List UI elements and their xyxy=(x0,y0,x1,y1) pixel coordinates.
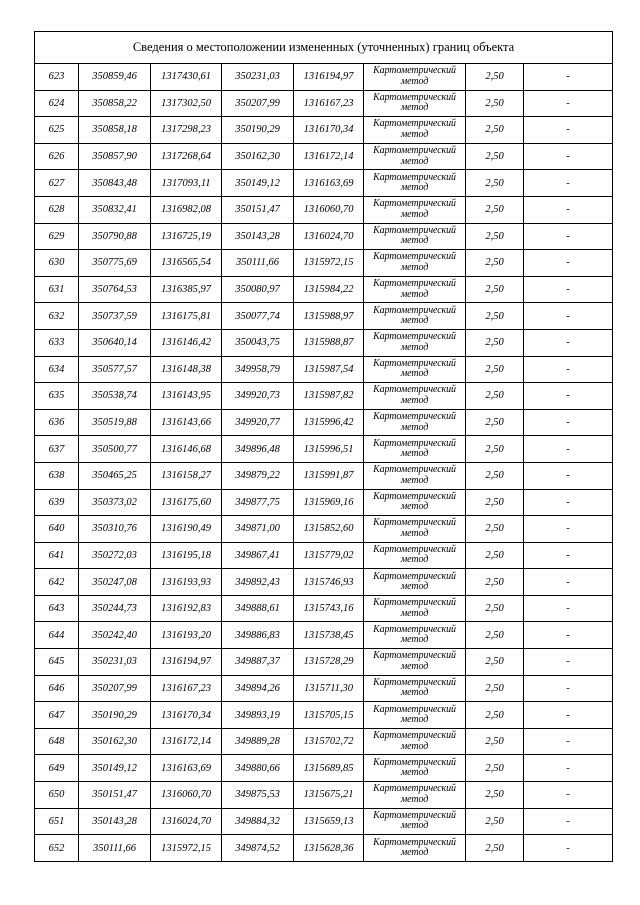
point-number-cell: 638 xyxy=(35,462,79,489)
point-number-cell: 637 xyxy=(35,436,79,463)
note-cell: - xyxy=(524,90,613,117)
method-cell: Картометрический метод xyxy=(364,356,466,383)
existing-x-cell: 350538,74 xyxy=(79,383,151,410)
table-title-row xyxy=(35,32,613,64)
accuracy-cell: 2,50 xyxy=(466,622,524,649)
existing-x-cell: 350640,14 xyxy=(79,329,151,356)
method-cell: Картометрический метод xyxy=(364,675,466,702)
existing-x-cell: 350775,69 xyxy=(79,250,151,277)
existing-y-cell: 1317302,50 xyxy=(151,90,222,117)
note-cell: - xyxy=(524,303,613,330)
method-cell: Картометрический метод xyxy=(364,117,466,144)
accuracy-cell: 2,50 xyxy=(466,728,524,755)
accuracy-cell: 2,50 xyxy=(466,782,524,809)
new-x-cell: 349880,66 xyxy=(222,755,294,782)
table-title: Сведения о местоположении измененных (уточненных) границ объекта xyxy=(35,32,613,64)
existing-x-cell: 350162,30 xyxy=(79,728,151,755)
table-row xyxy=(35,117,613,144)
accuracy-cell: 2,50 xyxy=(466,329,524,356)
note-cell: - xyxy=(524,383,613,410)
existing-y-cell: 1316565,54 xyxy=(151,250,222,277)
note-cell: - xyxy=(524,276,613,303)
new-y-cell: 1315972,15 xyxy=(294,250,364,277)
existing-x-cell: 350272,03 xyxy=(79,542,151,569)
point-number-cell: 625 xyxy=(35,117,79,144)
note-cell: - xyxy=(524,675,613,702)
method-cell: Картометрический метод xyxy=(364,170,466,197)
new-y-cell: 1316167,23 xyxy=(294,90,364,117)
point-number-cell: 629 xyxy=(35,223,79,250)
accuracy-cell: 2,50 xyxy=(466,595,524,622)
existing-y-cell: 1316170,34 xyxy=(151,702,222,729)
note-cell: - xyxy=(524,329,613,356)
new-y-cell: 1315988,87 xyxy=(294,329,364,356)
accuracy-cell: 2,50 xyxy=(466,170,524,197)
existing-x-cell: 350859,46 xyxy=(79,64,151,91)
table-row xyxy=(35,409,613,436)
point-number-cell: 631 xyxy=(35,276,79,303)
existing-x-cell: 350465,25 xyxy=(79,462,151,489)
note-cell: - xyxy=(524,728,613,755)
note-cell: - xyxy=(524,542,613,569)
existing-x-cell: 350244,73 xyxy=(79,595,151,622)
new-y-cell: 1315988,97 xyxy=(294,303,364,330)
note-cell: - xyxy=(524,649,613,676)
accuracy-cell: 2,50 xyxy=(466,835,524,862)
existing-x-cell: 350737,59 xyxy=(79,303,151,330)
accuracy-cell: 2,50 xyxy=(466,569,524,596)
table-row xyxy=(35,223,613,250)
existing-y-cell: 1316175,60 xyxy=(151,489,222,516)
note-cell: - xyxy=(524,196,613,223)
method-cell: Картометрический метод xyxy=(364,489,466,516)
existing-x-cell: 350764,53 xyxy=(79,276,151,303)
note-cell: - xyxy=(524,595,613,622)
new-x-cell: 350149,12 xyxy=(222,170,294,197)
new-x-cell: 349877,75 xyxy=(222,489,294,516)
point-number-cell: 652 xyxy=(35,835,79,862)
note-cell: - xyxy=(524,516,613,543)
new-x-cell: 350190,29 xyxy=(222,117,294,144)
point-number-cell: 627 xyxy=(35,170,79,197)
new-y-cell: 1315702,72 xyxy=(294,728,364,755)
new-y-cell: 1315659,13 xyxy=(294,808,364,835)
existing-y-cell: 1317298,23 xyxy=(151,117,222,144)
new-y-cell: 1315728,29 xyxy=(294,649,364,676)
new-y-cell: 1315996,51 xyxy=(294,436,364,463)
new-y-cell: 1315987,82 xyxy=(294,383,364,410)
coordinates-table xyxy=(34,31,613,862)
existing-x-cell: 350832,41 xyxy=(79,196,151,223)
existing-y-cell: 1316193,20 xyxy=(151,622,222,649)
new-x-cell: 350143,28 xyxy=(222,223,294,250)
table-row xyxy=(35,808,613,835)
table-row xyxy=(35,356,613,383)
existing-y-cell: 1316195,18 xyxy=(151,542,222,569)
existing-y-cell: 1316982,08 xyxy=(151,196,222,223)
table-row xyxy=(35,329,613,356)
new-x-cell: 349892,43 xyxy=(222,569,294,596)
table-row xyxy=(35,755,613,782)
point-number-cell: 649 xyxy=(35,755,79,782)
table-row xyxy=(35,675,613,702)
method-cell: Картометрический метод xyxy=(364,622,466,649)
new-x-cell: 350080,97 xyxy=(222,276,294,303)
note-cell: - xyxy=(524,117,613,144)
new-x-cell: 349920,73 xyxy=(222,383,294,410)
existing-x-cell: 350151,47 xyxy=(79,782,151,809)
existing-y-cell: 1316190,49 xyxy=(151,516,222,543)
existing-y-cell: 1316725,19 xyxy=(151,223,222,250)
new-y-cell: 1315689,85 xyxy=(294,755,364,782)
method-cell: Картометрический метод xyxy=(364,595,466,622)
note-cell: - xyxy=(524,64,613,91)
existing-y-cell: 1316192,83 xyxy=(151,595,222,622)
new-y-cell: 1315779,02 xyxy=(294,542,364,569)
new-x-cell: 349874,52 xyxy=(222,835,294,862)
note-cell: - xyxy=(524,782,613,809)
accuracy-cell: 2,50 xyxy=(466,250,524,277)
new-y-cell: 1315984,22 xyxy=(294,276,364,303)
accuracy-cell: 2,50 xyxy=(466,808,524,835)
existing-y-cell: 1316143,66 xyxy=(151,409,222,436)
method-cell: Картометрический метод xyxy=(364,409,466,436)
method-cell: Картометрический метод xyxy=(364,90,466,117)
note-cell: - xyxy=(524,223,613,250)
method-cell: Картометрический метод xyxy=(364,462,466,489)
new-x-cell: 350111,66 xyxy=(222,250,294,277)
point-number-cell: 650 xyxy=(35,782,79,809)
point-number-cell: 635 xyxy=(35,383,79,410)
point-number-cell: 651 xyxy=(35,808,79,835)
new-x-cell: 349886,83 xyxy=(222,622,294,649)
note-cell: - xyxy=(524,436,613,463)
existing-y-cell: 1316146,42 xyxy=(151,329,222,356)
accuracy-cell: 2,50 xyxy=(466,516,524,543)
table-row xyxy=(35,542,613,569)
new-x-cell: 349896,48 xyxy=(222,436,294,463)
method-cell: Картометрический метод xyxy=(364,383,466,410)
table-row xyxy=(35,622,613,649)
existing-x-cell: 350858,18 xyxy=(79,117,151,144)
existing-x-cell: 350190,29 xyxy=(79,702,151,729)
existing-x-cell: 350577,57 xyxy=(79,356,151,383)
new-y-cell: 1316163,69 xyxy=(294,170,364,197)
point-number-cell: 624 xyxy=(35,90,79,117)
method-cell: Картометрический метод xyxy=(364,728,466,755)
accuracy-cell: 2,50 xyxy=(466,702,524,729)
accuracy-cell: 2,50 xyxy=(466,649,524,676)
method-cell: Картометрический метод xyxy=(364,196,466,223)
point-number-cell: 634 xyxy=(35,356,79,383)
method-cell: Картометрический метод xyxy=(364,276,466,303)
accuracy-cell: 2,50 xyxy=(466,755,524,782)
point-number-cell: 646 xyxy=(35,675,79,702)
point-number-cell: 647 xyxy=(35,702,79,729)
method-cell: Картометрический метод xyxy=(364,329,466,356)
new-y-cell: 1315738,45 xyxy=(294,622,364,649)
note-cell: - xyxy=(524,835,613,862)
note-cell: - xyxy=(524,569,613,596)
existing-y-cell: 1315972,15 xyxy=(151,835,222,862)
new-x-cell: 349867,41 xyxy=(222,542,294,569)
accuracy-cell: 2,50 xyxy=(466,276,524,303)
existing-x-cell: 350207,99 xyxy=(79,675,151,702)
table-row xyxy=(35,489,613,516)
new-x-cell: 350043,75 xyxy=(222,329,294,356)
method-cell: Картометрический метод xyxy=(364,303,466,330)
accuracy-cell: 2,50 xyxy=(466,356,524,383)
existing-y-cell: 1317430,61 xyxy=(151,64,222,91)
table-row xyxy=(35,649,613,676)
new-x-cell: 350231,03 xyxy=(222,64,294,91)
table-row xyxy=(35,462,613,489)
existing-x-cell: 350310,76 xyxy=(79,516,151,543)
method-cell: Картометрический метод xyxy=(364,436,466,463)
table-body xyxy=(35,32,613,862)
table-row xyxy=(35,516,613,543)
table-row xyxy=(35,436,613,463)
new-x-cell: 349879,22 xyxy=(222,462,294,489)
existing-x-cell: 350500,77 xyxy=(79,436,151,463)
existing-x-cell: 350111,66 xyxy=(79,835,151,862)
method-cell: Картометрический метод xyxy=(364,782,466,809)
existing-y-cell: 1316158,27 xyxy=(151,462,222,489)
point-number-cell: 628 xyxy=(35,196,79,223)
point-number-cell: 626 xyxy=(35,143,79,170)
table-row xyxy=(35,276,613,303)
table-row xyxy=(35,64,613,91)
method-cell: Картометрический метод xyxy=(364,808,466,835)
point-number-cell: 632 xyxy=(35,303,79,330)
new-x-cell: 349958,79 xyxy=(222,356,294,383)
note-cell: - xyxy=(524,489,613,516)
new-y-cell: 1315711,30 xyxy=(294,675,364,702)
note-cell: - xyxy=(524,143,613,170)
accuracy-cell: 2,50 xyxy=(466,462,524,489)
new-x-cell: 349888,61 xyxy=(222,595,294,622)
new-y-cell: 1315991,87 xyxy=(294,462,364,489)
method-cell: Картометрический метод xyxy=(364,542,466,569)
point-number-cell: 630 xyxy=(35,250,79,277)
new-x-cell: 349893,19 xyxy=(222,702,294,729)
existing-x-cell: 350857,90 xyxy=(79,143,151,170)
accuracy-cell: 2,50 xyxy=(466,675,524,702)
existing-y-cell: 1316172,14 xyxy=(151,728,222,755)
new-y-cell: 1315987,54 xyxy=(294,356,364,383)
table-row xyxy=(35,383,613,410)
new-y-cell: 1316194,97 xyxy=(294,64,364,91)
point-number-cell: 640 xyxy=(35,516,79,543)
accuracy-cell: 2,50 xyxy=(466,303,524,330)
existing-x-cell: 350373,02 xyxy=(79,489,151,516)
new-x-cell: 349887,37 xyxy=(222,649,294,676)
new-y-cell: 1315743,16 xyxy=(294,595,364,622)
new-y-cell: 1316172,14 xyxy=(294,143,364,170)
method-cell: Картометрический метод xyxy=(364,143,466,170)
point-number-cell: 644 xyxy=(35,622,79,649)
note-cell: - xyxy=(524,755,613,782)
new-y-cell: 1315675,21 xyxy=(294,782,364,809)
new-y-cell: 1315705,15 xyxy=(294,702,364,729)
existing-x-cell: 350143,28 xyxy=(79,808,151,835)
table-row xyxy=(35,702,613,729)
new-x-cell: 349875,53 xyxy=(222,782,294,809)
existing-y-cell: 1316143,95 xyxy=(151,383,222,410)
table-row xyxy=(35,170,613,197)
new-x-cell: 350077,74 xyxy=(222,303,294,330)
method-cell: Картометрический метод xyxy=(364,223,466,250)
note-cell: - xyxy=(524,250,613,277)
table-row xyxy=(35,569,613,596)
existing-x-cell: 350858,22 xyxy=(79,90,151,117)
new-x-cell: 350151,47 xyxy=(222,196,294,223)
existing-x-cell: 350519,88 xyxy=(79,409,151,436)
table-row xyxy=(35,595,613,622)
existing-y-cell: 1316148,38 xyxy=(151,356,222,383)
accuracy-cell: 2,50 xyxy=(466,409,524,436)
new-y-cell: 1316024,70 xyxy=(294,223,364,250)
existing-y-cell: 1316175,81 xyxy=(151,303,222,330)
new-y-cell: 1315746,93 xyxy=(294,569,364,596)
new-x-cell: 349920,77 xyxy=(222,409,294,436)
new-x-cell: 350162,30 xyxy=(222,143,294,170)
existing-x-cell: 350843,48 xyxy=(79,170,151,197)
accuracy-cell: 2,50 xyxy=(466,64,524,91)
table-row xyxy=(35,835,613,862)
existing-y-cell: 1317268,64 xyxy=(151,143,222,170)
accuracy-cell: 2,50 xyxy=(466,117,524,144)
new-x-cell: 349889,28 xyxy=(222,728,294,755)
new-y-cell: 1316060,70 xyxy=(294,196,364,223)
existing-y-cell: 1316385,97 xyxy=(151,276,222,303)
existing-y-cell: 1316163,69 xyxy=(151,755,222,782)
point-number-cell: 641 xyxy=(35,542,79,569)
table-row xyxy=(35,303,613,330)
point-number-cell: 648 xyxy=(35,728,79,755)
existing-y-cell: 1316060,70 xyxy=(151,782,222,809)
new-x-cell: 349894,26 xyxy=(222,675,294,702)
existing-x-cell: 350242,40 xyxy=(79,622,151,649)
accuracy-cell: 2,50 xyxy=(466,436,524,463)
document-page xyxy=(34,31,612,862)
new-y-cell: 1315852,60 xyxy=(294,516,364,543)
point-number-cell: 645 xyxy=(35,649,79,676)
existing-y-cell: 1317093,11 xyxy=(151,170,222,197)
note-cell: - xyxy=(524,702,613,729)
new-y-cell: 1316170,34 xyxy=(294,117,364,144)
accuracy-cell: 2,50 xyxy=(466,196,524,223)
new-y-cell: 1315628,36 xyxy=(294,835,364,862)
accuracy-cell: 2,50 xyxy=(466,90,524,117)
method-cell: Картометрический метод xyxy=(364,64,466,91)
accuracy-cell: 2,50 xyxy=(466,143,524,170)
point-number-cell: 636 xyxy=(35,409,79,436)
table-row xyxy=(35,728,613,755)
existing-y-cell: 1316194,97 xyxy=(151,649,222,676)
method-cell: Картометрический метод xyxy=(364,569,466,596)
existing-x-cell: 350149,12 xyxy=(79,755,151,782)
method-cell: Картометрический метод xyxy=(364,702,466,729)
note-cell: - xyxy=(524,462,613,489)
accuracy-cell: 2,50 xyxy=(466,223,524,250)
new-x-cell: 350207,99 xyxy=(222,90,294,117)
existing-y-cell: 1316167,23 xyxy=(151,675,222,702)
new-y-cell: 1315996,42 xyxy=(294,409,364,436)
point-number-cell: 633 xyxy=(35,329,79,356)
existing-x-cell: 350231,03 xyxy=(79,649,151,676)
method-cell: Картометрический метод xyxy=(364,649,466,676)
new-y-cell: 1315969,16 xyxy=(294,489,364,516)
new-x-cell: 349871,00 xyxy=(222,516,294,543)
note-cell: - xyxy=(524,808,613,835)
note-cell: - xyxy=(524,356,613,383)
accuracy-cell: 2,50 xyxy=(466,383,524,410)
note-cell: - xyxy=(524,622,613,649)
method-cell: Картометрический метод xyxy=(364,835,466,862)
new-x-cell: 349884,32 xyxy=(222,808,294,835)
existing-y-cell: 1316024,70 xyxy=(151,808,222,835)
accuracy-cell: 2,50 xyxy=(466,489,524,516)
existing-x-cell: 350247,08 xyxy=(79,569,151,596)
note-cell: - xyxy=(524,170,613,197)
table-row xyxy=(35,143,613,170)
table-row xyxy=(35,196,613,223)
note-cell: - xyxy=(524,409,613,436)
point-number-cell: 623 xyxy=(35,64,79,91)
table-row xyxy=(35,782,613,809)
existing-y-cell: 1316193,93 xyxy=(151,569,222,596)
existing-x-cell: 350790,88 xyxy=(79,223,151,250)
method-cell: Картометрический метод xyxy=(364,516,466,543)
point-number-cell: 643 xyxy=(35,595,79,622)
table-row xyxy=(35,250,613,277)
accuracy-cell: 2,50 xyxy=(466,542,524,569)
table-row xyxy=(35,90,613,117)
existing-y-cell: 1316146,68 xyxy=(151,436,222,463)
point-number-cell: 639 xyxy=(35,489,79,516)
point-number-cell: 642 xyxy=(35,569,79,596)
method-cell: Картометрический метод xyxy=(364,250,466,277)
method-cell: Картометрический метод xyxy=(364,755,466,782)
